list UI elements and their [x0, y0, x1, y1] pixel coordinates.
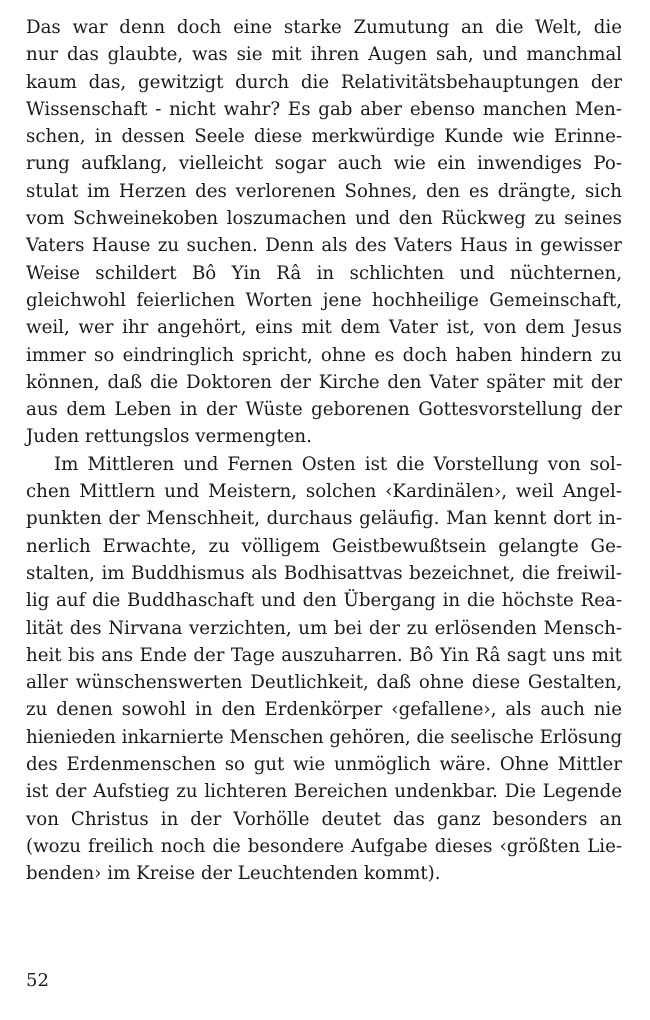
page-number: 52	[26, 970, 49, 991]
text-line: können, daß die Doktoren der Kirche den Vater später mit der	[26, 371, 622, 393]
text-line: stulat im Herzen des verlorenen Sohnes, den es drängte, sich	[26, 180, 622, 202]
text-line: punkten der Menschheit, durchaus geläufig. Man kennt dort in-	[26, 508, 622, 530]
text-line: stalten, im Buddhismus als Bodhisattvas bezeichnet, die freiwil-	[26, 562, 622, 584]
text-line: weil, wer ihr angehört, eins mit dem Vater ist, von dem Jesus	[26, 317, 622, 339]
text-line: benden› im Kreise der Leuchtenden kommt).	[26, 863, 441, 885]
text-line: Das war denn doch eine starke Zumutung an die Welt, die	[26, 17, 622, 38]
text-line: lig auf die Buddhaschaft und den Übergang in die höchste Rea-	[26, 590, 622, 612]
paragraph-1	[26, 14, 622, 451]
text-line: ist der Aufstieg zu lichteren Bereichen undenkbar. Die Legende	[26, 781, 622, 803]
text-line: Vaters Hause zu suchen. Denn als des Vaters Haus in gewisser	[26, 235, 622, 257]
text-line: gleichwohl feierlichen Worten jene hochheilige Gemeinschaft,	[26, 289, 622, 311]
text-line: zu denen sowohl in den Erdenkörper ‹gefallene›, als auch nie	[26, 699, 622, 721]
text-line: chen Mittlern und Meistern, solchen ‹Kardinälen›, weil Angel-	[26, 481, 622, 503]
text-line: aus dem Leben in der Wüste geborenen Gottesvorstellung der	[26, 399, 622, 421]
text-line: nur das glaubte, was sie mit ihren Augen sah, und manchmal	[26, 44, 622, 66]
text-line: heit bis ans Ende der Tage auszuharren. Bô Yin Râ sagt uns mit	[26, 644, 622, 666]
text-line: aller wünschenswerten Deutlichkeit, daß ohne diese Gestalten,	[26, 672, 622, 694]
text-line: Weise schildert Bô Yin Râ in schlichten und nüchternen,	[26, 262, 622, 284]
text-line: kaum das, gewitzigt durch die Relativitätsbehauptungen der	[26, 71, 622, 93]
text-line: lität des Nirvana verzichten, um bei der zu erlösenden Mensch-	[26, 617, 622, 639]
paragraph-2	[26, 451, 622, 888]
text-line: Juden rettungslos vermengten.	[26, 426, 312, 448]
text-line: rung aufklang, vielleicht sogar auch wie ein inwendiges Po-	[26, 153, 622, 175]
text-line: immer so eindringlich spricht, ohne es doch haben hindern zu	[26, 344, 622, 366]
page-text	[26, 14, 622, 888]
text-line: hienieden inkarnierte Menschen gehören, die seelische Erlösung	[26, 726, 622, 748]
text-line: Wissenschaft - nicht wahr? Es gab aber ebenso manchen Men-	[26, 98, 622, 120]
text-line: Im Mittleren und Fernen Osten ist die Vorstellung von sol-	[54, 453, 622, 475]
text-line: von Christus in der Vorhölle deutet das ganz besonders an	[26, 808, 622, 830]
text-line: schen, in dessen Seele diese merkwürdige Kunde wie Erinne-	[26, 126, 622, 148]
text-line: vom Schweinekoben loszumachen und den Rückweg zu seines	[26, 208, 622, 230]
text-line: des Erdenmenschen so gut wie unmöglich wäre. Ohne Mittler	[26, 754, 622, 776]
text-line: (wozu freilich noch die besondere Aufgabe dieses ‹größten Lie-	[26, 835, 622, 857]
text-line: nerlich Erwachte, zu völligem Geistbewußtsein gelangte Ge-	[26, 535, 622, 557]
